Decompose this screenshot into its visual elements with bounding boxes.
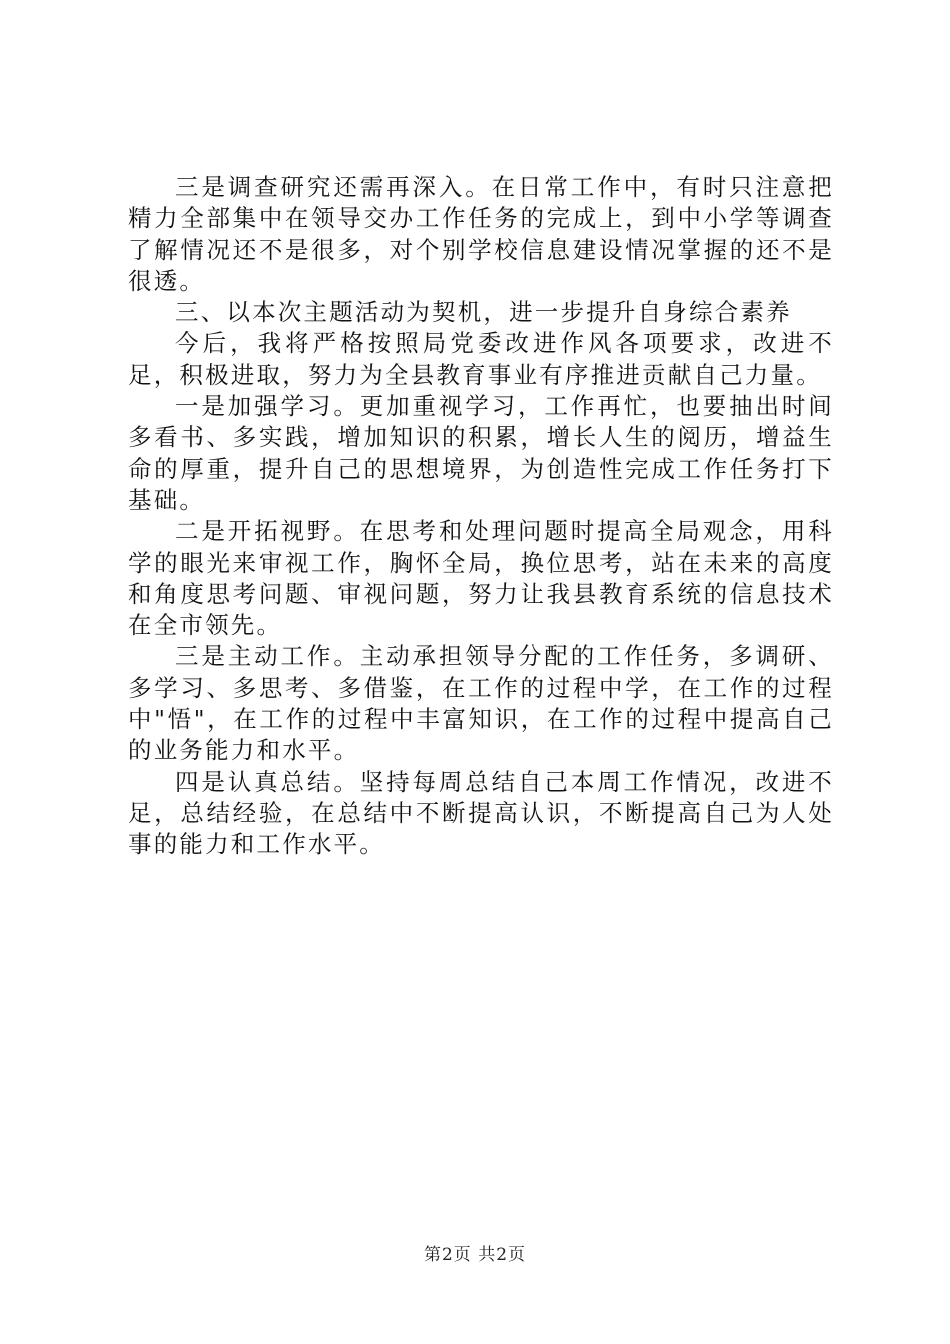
paragraph-future-plan: 今后，我将严格按照局党委改进作风各项要求，改进不足，积极进取，努力为全县教育事业有序推进贡献自己力量。 [128,329,834,389]
paragraph-research: 三是调查研究还需再深入。在日常工作中，有时只注意把精力全部集中在领导交办工作任务的完成上，到中小学等调查了解情况还不是很多，对个别学校信息建设情况掌握的还不是很透。 [128,173,834,295]
section-heading-3: 三、以本次主题活动为契机，进一步提升自身综合素养 [175,298,792,327]
paragraph-summary: 四是认真总结。坚持每周总结自己本周工作情况，改进不足，总结经验，在总结中不断提高认识，不断提高自己为人处事的能力和工作水平。 [128,767,834,859]
paragraph-initiative: 三是主动工作。主动承担领导分配的工作任务，多调研、多学习、多思考、多借鉴，在工作的过程中学，在工作的过程中"悟"，在工作的过程中丰富知识，在工作的过程中提高自己的业务能力和水平。 [128,642,834,765]
page-number-footer: 第2页 共2页 [423,1245,527,1265]
document-body [128,172,834,861]
paragraph-vision: 二是开拓视野。在思考和处理问题时提高全局观念，用科学的眼光来审视工作，胸怀全局，换位思考，站在未来的高度和角度思考问题、审视问题，努力让我县教育系统的信息技术在全市领先。 [128,517,834,640]
paragraph-study: 一是加强学习。更加重视学习，工作再忙，也要抽出时间多看书、多实践，增加知识的积累，增长人生的阅历，增益生命的厚重，提升自己的思想境界，为创造性完成工作任务打下基础。 [128,392,834,514]
